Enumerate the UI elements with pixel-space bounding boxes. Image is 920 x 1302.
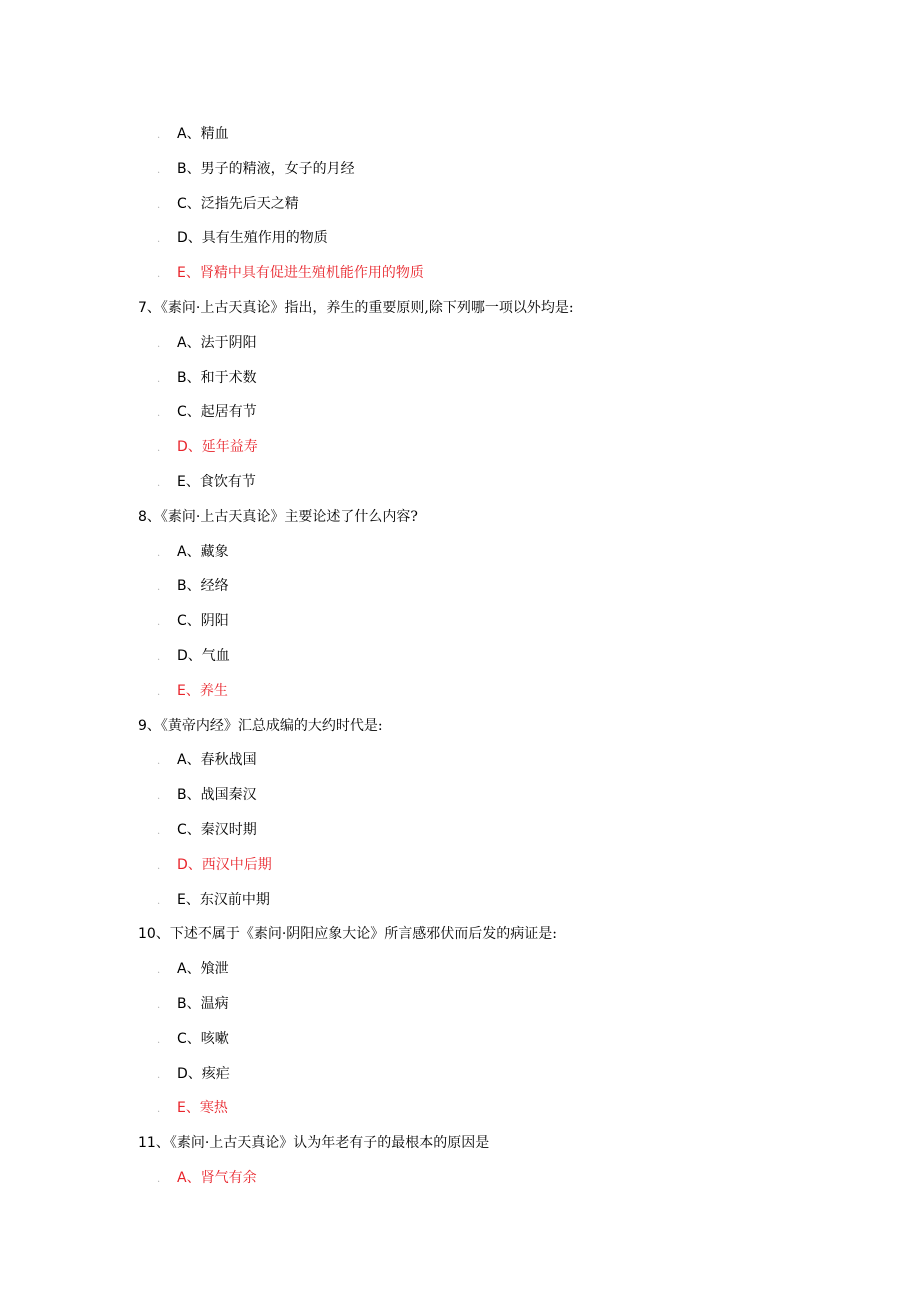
option-text: 东汉前中期 xyxy=(199,891,270,908)
answer-option-correct xyxy=(157,674,228,708)
option-text: 法于阴阳 xyxy=(200,334,257,351)
option-letter: E、 xyxy=(177,474,200,490)
question-line xyxy=(138,917,557,951)
option-text: 经络 xyxy=(200,578,229,595)
bullet-mark: . xyxy=(157,1104,161,1116)
bullet-mark: . xyxy=(157,652,161,663)
option-letter: D、 xyxy=(177,439,202,456)
answer-option xyxy=(157,465,256,499)
answer-option xyxy=(157,1022,229,1056)
option-letter: D、 xyxy=(177,856,202,873)
answer-option-correct xyxy=(157,430,258,464)
answer-option xyxy=(157,813,257,847)
option-text: 食饮有节 xyxy=(199,474,256,490)
question-line xyxy=(138,500,418,534)
question-number: 7、 xyxy=(138,300,161,316)
question-text: 下述不属于《素问·阴阳应象大论》所言感邪伏而后发的病证是: xyxy=(169,926,557,943)
answer-option-correct xyxy=(157,1091,228,1125)
bullet-mark: . xyxy=(157,234,161,246)
bullet-mark: . xyxy=(157,1000,161,1011)
question-line xyxy=(138,709,383,743)
option-letter: D、 xyxy=(177,230,202,247)
bullet-mark: . xyxy=(157,686,161,698)
option-text: 温病 xyxy=(200,996,229,1012)
option-text: 养生 xyxy=(199,682,228,699)
answer-option xyxy=(157,187,299,221)
answer-option-correct xyxy=(157,256,424,290)
bullet-mark: . xyxy=(157,617,161,629)
option-letter: E、 xyxy=(177,682,200,699)
bullet-mark: . xyxy=(157,860,161,872)
question-line xyxy=(138,291,574,325)
option-letter: A、 xyxy=(177,334,201,351)
bullet-mark: . xyxy=(157,582,161,594)
answer-option xyxy=(157,604,229,638)
question-number: 10、 xyxy=(138,926,170,943)
option-text: 秦汉时期 xyxy=(200,822,257,838)
option-text: 男子的精液，女子的月经 xyxy=(200,160,355,177)
option-text: 气血 xyxy=(201,648,230,664)
bullet-mark: . xyxy=(157,269,161,281)
answer-option xyxy=(157,639,230,673)
bullet-mark: . xyxy=(157,1174,161,1185)
option-letter: E、 xyxy=(177,891,200,908)
option-letter: D、 xyxy=(177,648,202,664)
option-letter: A、 xyxy=(177,961,201,978)
bullet-mark: . xyxy=(157,547,161,559)
option-text: 寒热 xyxy=(199,1100,228,1117)
answer-option xyxy=(157,395,257,429)
question-text: 《素问·上古天真论》指出，养生的重要原则,除下列哪一项以外均是: xyxy=(160,300,574,316)
answer-option xyxy=(157,952,229,986)
question-text: 《素问·上古天真论》主要论述了什么内容? xyxy=(160,508,418,525)
option-text: 起居有节 xyxy=(200,404,257,421)
bullet-mark: . xyxy=(157,199,161,211)
answer-option xyxy=(157,743,257,777)
option-text: 具有生殖作用的物质 xyxy=(201,230,328,247)
bullet-mark: . xyxy=(157,1034,161,1046)
option-text: 藏象 xyxy=(200,543,229,560)
bullet-mark: . xyxy=(157,756,161,768)
option-letter: B、 xyxy=(177,787,201,804)
option-letter: A、 xyxy=(177,543,201,560)
question-text: 《素问·上古天真论》认为年老有子的最根本的原因是 xyxy=(169,1135,490,1152)
option-text: 痎疟 xyxy=(201,1065,230,1082)
option-letter: E、 xyxy=(177,1100,200,1117)
bullet-mark: . xyxy=(157,338,161,350)
answer-option xyxy=(157,221,328,255)
option-letter: E、 xyxy=(177,265,200,282)
option-letter: B、 xyxy=(177,578,201,595)
option-text: 西汉中后期 xyxy=(201,856,272,873)
option-text: 春秋战国 xyxy=(200,752,257,769)
option-letter: C、 xyxy=(177,613,201,630)
bullet-mark: . xyxy=(157,164,161,176)
bullet-mark: . xyxy=(157,443,161,455)
bullet-mark: . xyxy=(157,895,161,907)
option-text: 泛指先后天之精 xyxy=(200,195,299,212)
bullet-mark: . xyxy=(157,1069,161,1081)
option-letter: A、 xyxy=(177,752,201,769)
option-text: 战国秦汉 xyxy=(200,787,257,804)
option-letter: A、 xyxy=(177,126,201,142)
option-letter: C、 xyxy=(177,822,201,838)
question-number: 9、 xyxy=(138,717,161,734)
answer-option xyxy=(157,778,257,812)
answer-option xyxy=(157,883,270,917)
answer-option xyxy=(157,535,229,569)
option-text: 延年益寿 xyxy=(201,439,258,456)
question-text: 《黄帝内经》汇总成编的大约时代是: xyxy=(160,717,383,734)
option-text: 肾精中具有促进生殖机能作用的物质 xyxy=(199,265,424,282)
answer-option-correct xyxy=(157,1161,257,1195)
answer-option xyxy=(157,987,229,1021)
option-letter: A、 xyxy=(177,1170,201,1186)
bullet-mark: . xyxy=(157,130,161,141)
option-letter: C、 xyxy=(177,195,201,212)
answer-option xyxy=(157,152,355,186)
option-text: 肾气有余 xyxy=(200,1170,257,1186)
option-text: 精血 xyxy=(200,126,229,142)
bullet-mark: . xyxy=(157,826,161,837)
option-text: 咳嗽 xyxy=(200,1030,229,1047)
answer-option xyxy=(157,326,257,360)
question-number: 11、 xyxy=(138,1135,170,1152)
answer-option xyxy=(157,1057,230,1091)
answer-option xyxy=(157,361,257,395)
question-line xyxy=(138,1126,489,1160)
option-letter: B、 xyxy=(177,996,201,1012)
bullet-mark: . xyxy=(157,408,161,420)
answer-option xyxy=(157,117,229,151)
option-letter: D、 xyxy=(177,1065,202,1082)
question-number: 8、 xyxy=(138,508,161,525)
bullet-mark: . xyxy=(157,373,161,385)
bullet-mark: . xyxy=(157,965,161,977)
bullet-mark: . xyxy=(157,791,161,803)
option-letter: B、 xyxy=(177,160,201,177)
option-letter: C、 xyxy=(177,404,201,421)
option-letter: C、 xyxy=(177,1030,201,1047)
option-text: 阴阳 xyxy=(200,613,229,630)
option-text: 和于术数 xyxy=(200,369,257,386)
option-letter: B、 xyxy=(177,369,201,386)
bullet-mark: . xyxy=(157,478,161,489)
option-text: 飧泄 xyxy=(200,961,229,978)
answer-option xyxy=(157,569,229,603)
answer-option-correct xyxy=(157,848,272,882)
